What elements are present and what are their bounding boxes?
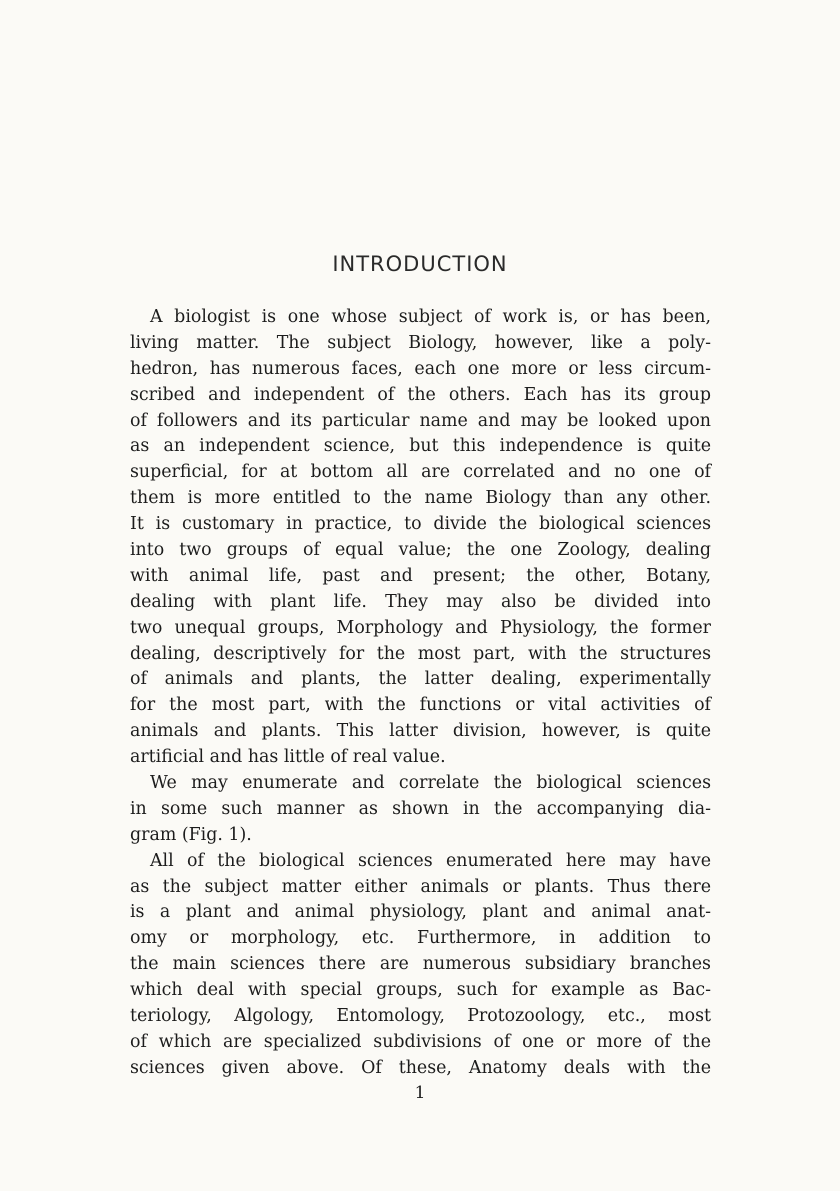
text-line: of animals and plants, the latter dealing, experimentally [130, 669, 711, 690]
text-line: artificial and has little of real value. [130, 747, 446, 768]
text-line: two unequal groups, Morphology and Physiology, the former [130, 617, 711, 638]
text-line: superficial, for at bottom all are correlated and no one of [130, 462, 711, 483]
text-line: as the subject matter either animals or plants. Thus there [130, 876, 711, 897]
text-line: hedron, has numerous faces, each one more or less circum- [130, 358, 711, 379]
text-line: dealing with plant life. They may also be divided into [130, 591, 711, 612]
chapter-heading: INTRODUCTION [332, 252, 508, 276]
text-line: is a plant and animal physiology, plant and animal anat- [130, 902, 711, 923]
text-line: animals and plants. This latter division, however, is quite [130, 721, 711, 742]
text-line: omy or morphology, etc. Furthermore, in addition to [130, 928, 711, 949]
text-line: them is more entitled to the name Biology than any other. [130, 488, 711, 509]
text-line: for the most part, with the functions or vital activities of [130, 695, 711, 716]
text-line: with animal life, past and present; the other, Botany, [130, 565, 711, 586]
text-line: All of the biological sciences enumerated here may have [150, 850, 711, 871]
text-line: teriology, Algology, Entomology, Protozoology, etc., most [130, 1006, 711, 1027]
page-number: 1 [414, 1083, 426, 1103]
text-line: dealing, descriptively for the most part, with the structures [130, 643, 711, 664]
text-line: living matter. The subject Biology, however, like a poly- [130, 332, 711, 353]
text-line: as an independent science, but this independence is quite [130, 436, 711, 457]
text-line: which deal with special groups, such for example as Bac- [130, 980, 711, 1001]
text-line: We may enumerate and correlate the biological sciences [150, 773, 711, 794]
text-line: in some such manner as shown in the accompanying dia- [130, 798, 711, 819]
text-line: into two groups of equal value; the one Zoology, dealing [130, 540, 711, 561]
text-line: the main sciences there are numerous subsidiary branches [130, 954, 711, 975]
text-line: It is customary in practice, to divide the biological sciences [130, 514, 711, 535]
body-text [130, 305, 711, 1082]
text-line: scribed and independent of the others. Each has its group [130, 384, 711, 405]
text-line: gram (Fig. 1). [130, 824, 252, 845]
text-line: A biologist is one whose subject of work is, or has been, [150, 307, 711, 327]
text-line: of followers and its particular name and may be looked upon [130, 410, 711, 431]
text-line: sciences given above. Of these, Anatomy deals with the [130, 1057, 711, 1078]
text-line: of which are specialized subdivisions of one or more of the [130, 1031, 711, 1052]
